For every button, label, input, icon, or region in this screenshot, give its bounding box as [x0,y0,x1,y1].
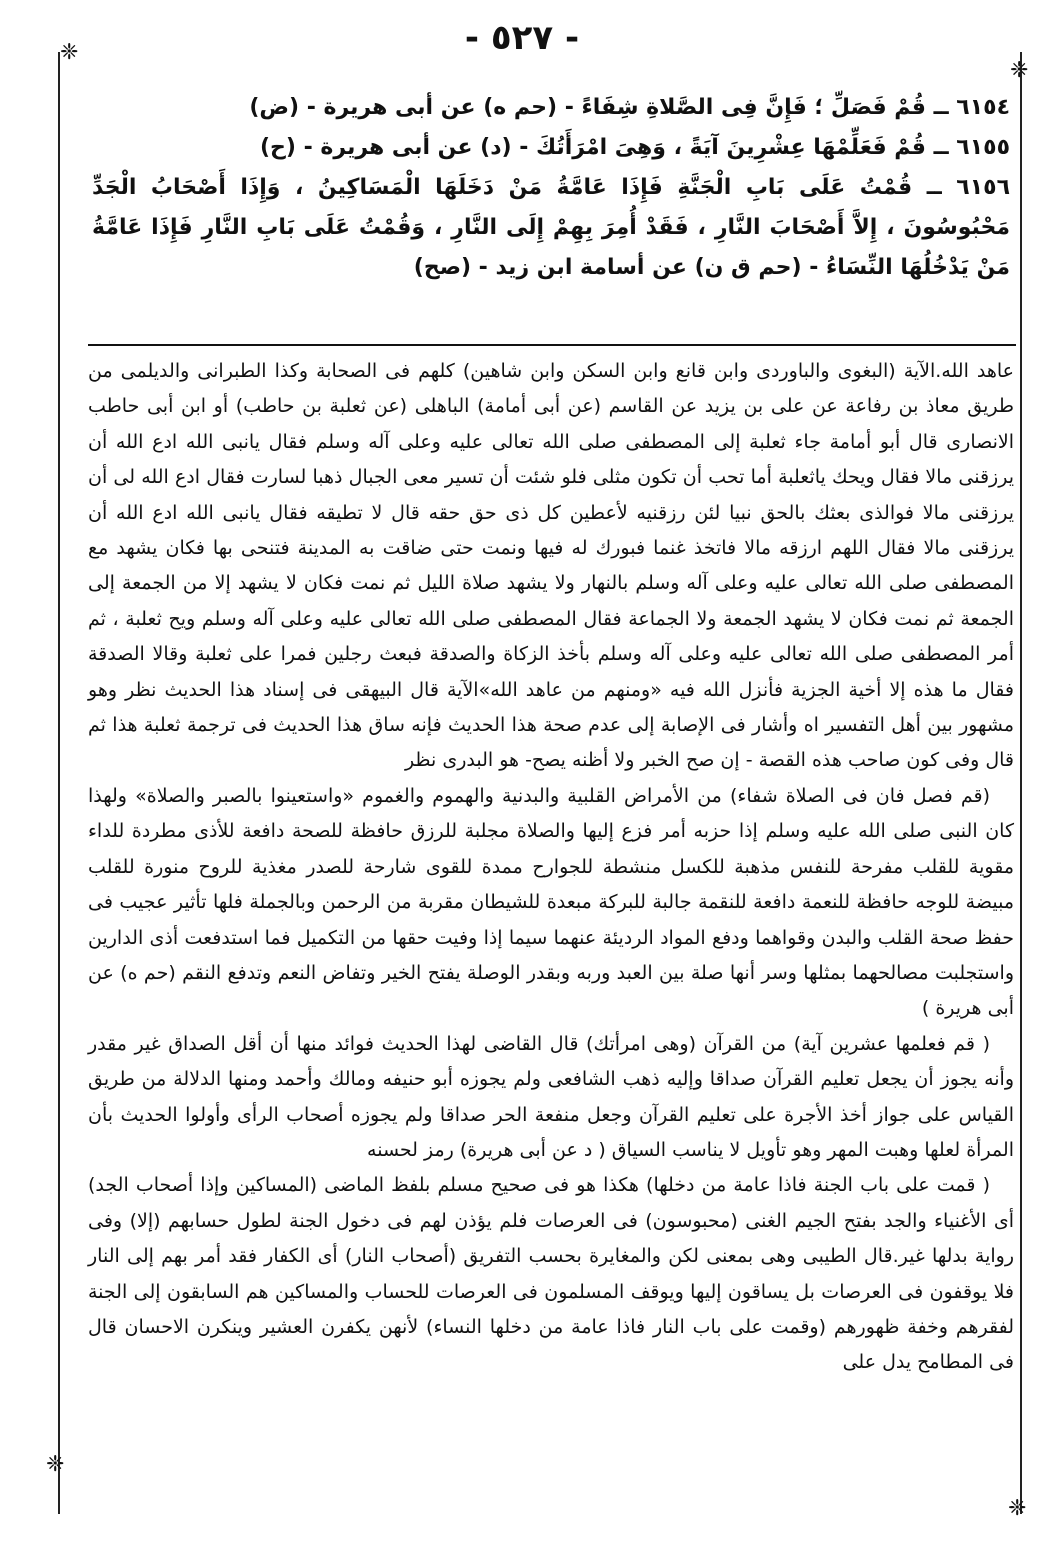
hadith-entry: ٦١٥٦ ــ قُمْتُ عَلَى بَابِ الْجَنَّةِ فَإِذَا عَامَّةُ مَنْ دَخَلَهَا الْمَسَاكِينُ ، وَإِذَا أَصْحَابُ الْجَدِّ مَحْبُوسُونَ ، إِلاَّ أَصْحَابَ النَّارِ ، فَقَدْ أُمِرَ بِهِمْ إِلَى النَّارِ ، وَقُمْتُ عَلَى بَابِ النَّارِ فَإِذَا عَامَّةُ مَنْ يَدْخُلُهَا النِّسَاءُ - (حم ق ن) عن أسامة ابن زيد - (صح) [92,175,1010,280]
corner-ornament-icon: ❈ [1008,1496,1027,1521]
hadith-text-section [92,88,1010,288]
commentary-paragraph: ( قم فعلمها عشرين آية) من القرآن (وهى امرأتك) قال القاضى لهذا الحديث فوائد منها أن أقل الصداق غير مقدر وأنه يجوز أن يجعل تعليم القرآن صداقا وإليه ذهب الشافعى ولم يجوزه أبو حنيفه ومالك وأحمد ومنها الدلالة من طريق القياس على جواز أخذ الأجرة على تعليم القرآن وجعل منفعة الحر صداقا ولم يجوزه أصحاب الرأى وأولوا الحديث بأن المرأة لعلها وهبت المهر وهو تأويل لا يناسب السياق ( د عن أبى هريرة) رمز لحسنه [88,1032,1014,1161]
commentary-section [88,354,1014,1381]
hadith-entry: ٦١٥٤ ــ قُمْ فَصَلِّ ؛ فَإِنَّ فِى الصَّلاةِ شِفَاءً - (حم ه) عن أبى هريرة - (ض) [249,95,1010,120]
section-divider [88,344,1016,346]
commentary-paragraph: عاهد الله.الآية (البغوى والباوردى وابن قانع وابن السكن وابن شاهين) كلهم فى الصحابة وكذا الطبرانى والديلمى من طريق معاذ بن رفاعة عن على بن يزيد عن القاسم (عن أبى أمامة) الباهلى (عن ثعلبة بن حاطب) أو ابن أبى حاطب الانصارى قال أبو أمامة جاء ثعلبة إلى المصطفى صلى الله تعالى عليه وعلى آله وسلم فقال يانبى الله ادع الله أن يرزقنى مالا فقال ويحك ياثعلبة أما تحب أن تكون مثلى فلو شئت أن تسير معى الجبال ذهبا لسارت فقال ادع الله لى أن يرزقنى مالا فوالذى بعثك بالحق نبيا لئن رزقنيه لأعطين كل ذى حق حقه قال لا تطيقه فقال يانبى الله ادع الله أن يرزقنى مالا فقال اللهم ارزقه مالا فاتخذ غنما فبورك له فيها ونمت حتى ضاقت به المدينة فتنحى بها فكان يشهد مع المصطفى صلى الله تعالى عليه وعلى آله وسلم بالنهار ولا يشهد صلاة الليل ثم نمت فكان لا يشهد إلا من الجمعة إلى الجمعة ثم نمت فكان لا يشهد الجمعة ولا الجماعة فقال المصطفى صلى الله تعالى عليه وعلى آله وسلم ويح ثعلبة ، ثم أمر المصطفى صلى الله تعالى عليه وعلى آله وسلم بأخذ الزكاة والصدقة فبعث رجلين فمرا على ثعلبة وقالا الصدقة فقال ما هذه إلا أخية الجزية فأنزل الله فيه «ومنهم من عاهد الله»الآية قال البيهقى فى إسناد هذا الحديث نظر وهو مشهور بين أهل التفسير اه وأشار فى الإصابة إلى عدم صحة هذا الحديث فإنه ساق هذا الحديث فى ترجمة ثعلبة هذا ثم قال وفى كون صاحب هذه القصة - إن صح الخبر ولا أظنه يصح- هو البدرى نظر [88,360,1014,772]
hadith-entry: ٦١٥٥ ــ قُمْ فَعَلِّمْهَا عِشْرِينَ آيَةً ، وَهِىَ امْرَأَتُكَ - (د) عن أبى هريرة - (ح) [259,135,1010,160]
corner-ornament-icon: ❈ [46,1452,65,1477]
page-number: - ٥٢٧ - [464,18,580,58]
commentary-paragraph: ( قمت على باب الجنة فاذا عامة من دخلها) هكذا هو فى صحيح مسلم بلفظ الماضى (المساكين وإذا أصحاب الجد) أى الأغنياء والجد بفتح الجيم الغنى (محبوسون) فى العرصات فلم يؤذن لهم فى دخول الجنة لطول حسابهم (إلا) وفى رواية بدلها غير.قال الطيبى وهى بمعنى لكن والمغايرة بحسب التفريق (أصحاب النار) أى الكفار فقد أمر بهم إلى النار فلا يوقفون فى العرصات بل يساقون إليها ويوقف المسلمون فى العرصات للحساب والمساكين هم السابقون إلى الجنة لفقرهم وخفة ظهورهم (وقمت على باب النار فاذا عامة من دخلها النساء) لأنهن يكفرن العشير وينكرن الاحسان قال فى المطامح يدل على [88,1174,1014,1374]
corner-ornament-icon: ❈ [1010,58,1029,83]
commentary-paragraph: (قم فصل فان فى الصلاة شفاء) من الأمراض القلبية والبدنية والهموم والغموم «واستعينوا بالصبر والصلاة» ولهذا كان النبى صلى الله عليه وسلم إذا حزبه أمر فزع إليها والصلاة مجلبة للرزق حافظة للصحة دافعة للأذى مطردة للداء مقوية للقلب مفرحة للنفس مذهبة للكسل منشطة للجوارح ممدة للقوى شارحة للصدر مغذية للروح منورة للقلب مبيضة للوجه حافظة للنعمة دافعة للنقمة جالبة للبركة مبعدة للشيطان مقربة من الرحمن وبالجملة فلها تأثير عجيب فى حفظ صحة القلب والبدن وقواهما ودفع المواد الرديئة عنهما سيما إذا وفيت حقها من التكميل فما استدفعت أذى الدارين واستجلبت مصالحهما بمثلها وسر أنها صلة بين العبد وربه وبقدر الوصلة يفتح الخير وتفاض النعم وتدفع النقم (حم ه) عن أبى هريرة ) [88,784,1014,1020]
corner-ornament-icon: ❈ [60,40,79,65]
